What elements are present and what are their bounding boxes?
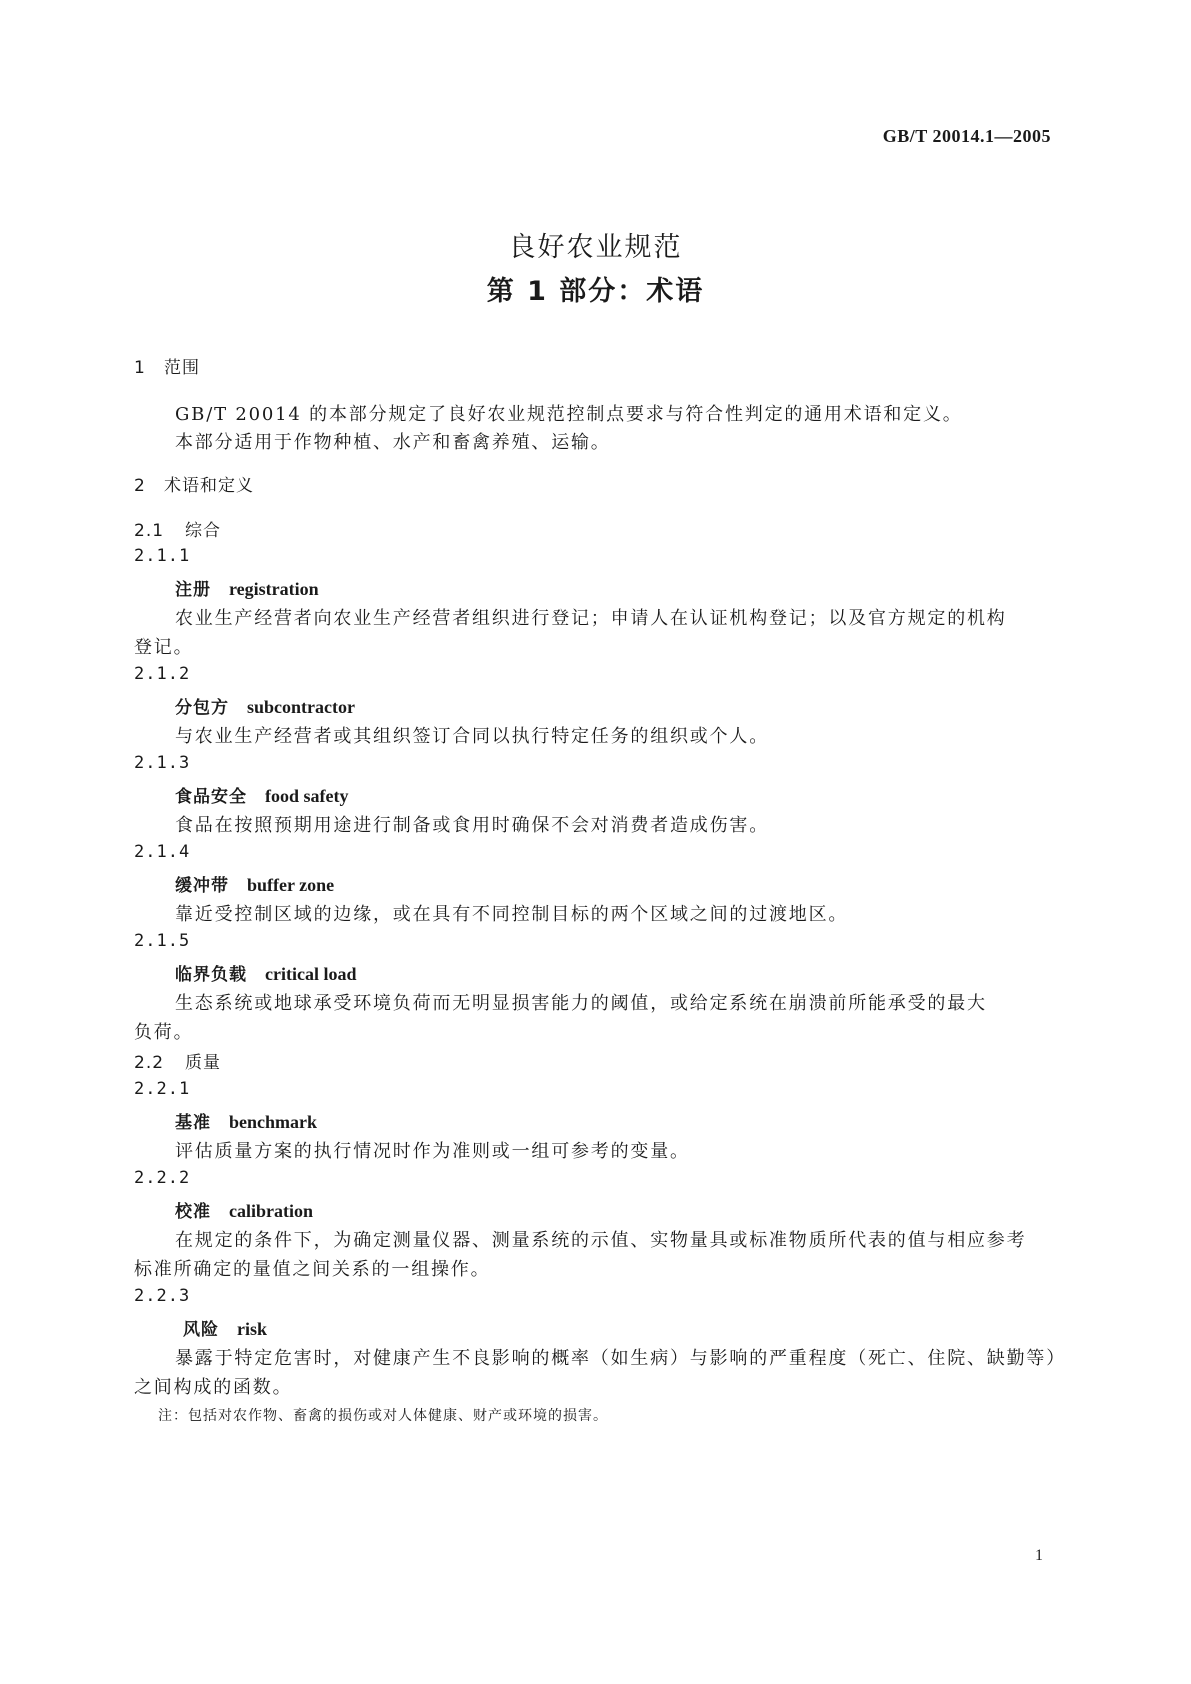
- term-en: calibration: [229, 1201, 313, 1221]
- term-definition: 农业生产经营者向农业生产经营者组织进行登记；申请人在认证机构登记；以及官方规定的机构: [175, 608, 1007, 629]
- term-zh: 风险: [183, 1320, 219, 1340]
- term-definition: 食品在按照预期用途进行制备或食用时确保不会对消费者造成伤害。: [175, 815, 769, 836]
- section-title: 术语和定义: [164, 476, 254, 496]
- term-en: benchmark: [229, 1112, 318, 1132]
- term-definition: 靠近受控制区域的边缘，或在具有不同控制目标的两个区域之间的过渡地区。: [175, 904, 849, 925]
- section-number: 2: [134, 476, 146, 496]
- term-note: 注：包括对农作物、畜禽的损伤或对人体健康、财产或环境的损害。: [158, 1408, 608, 1424]
- term-heading: [175, 871, 334, 896]
- section-1-heading: [134, 353, 200, 378]
- term-number: 2.1.1: [134, 546, 191, 566]
- term-zh: 缓冲带: [175, 876, 229, 896]
- term-number: 2.1.4: [134, 842, 191, 862]
- term-number: 2.2.2: [134, 1168, 191, 1188]
- term-definition: 生态系统或地球承受环境负荷而无明显损害能力的阈值，或给定系统在崩溃前所能承受的最大: [175, 993, 987, 1014]
- term-heading: [175, 575, 319, 600]
- term-number: 2.1.3: [134, 753, 191, 773]
- section-2-heading: [134, 471, 254, 496]
- term-heading: [175, 782, 349, 807]
- term-heading: [175, 693, 355, 718]
- term-heading: [175, 960, 356, 985]
- term-definition-continued: 登记。: [134, 637, 194, 658]
- section-number: 2.2: [134, 1053, 165, 1073]
- term-number: 2.2.1: [134, 1079, 191, 1099]
- term-zh: 临界负载: [175, 965, 247, 985]
- term-heading: [175, 1197, 313, 1222]
- page-number: 1: [1035, 1547, 1043, 1564]
- term-definition: 暴露于特定危害时，对健康产生不良影响的概率（如生病）与影响的严重程度（死亡、住院、缺勤等）: [175, 1348, 1066, 1369]
- term-definition-continued: 标准所确定的量值之间关系的一组操作。: [134, 1259, 491, 1280]
- section-2-1-heading: [134, 516, 221, 541]
- term-zh: 食品安全: [175, 787, 247, 807]
- section-title: 综合: [185, 521, 221, 541]
- term-en: subcontractor: [247, 697, 355, 717]
- term-zh: 校准: [175, 1202, 211, 1222]
- term-number: 2.1.5: [134, 931, 191, 951]
- section-title: 质量: [185, 1053, 221, 1073]
- title-main: 良好农业规范: [508, 232, 683, 263]
- term-en: critical load: [265, 964, 357, 984]
- section-number: 1: [134, 358, 146, 378]
- document-title: [0, 225, 1191, 308]
- section-2-2-heading: [134, 1048, 221, 1073]
- term-definition: 在规定的条件下，为确定测量仪器、测量系统的示值、实物量具或标准物质所代表的值与相应参考: [175, 1230, 1027, 1251]
- term-en: registration: [229, 579, 319, 599]
- term-definition: 评估质量方案的执行情况时作为准则或一组可参考的变量。: [175, 1141, 690, 1162]
- term-heading: [183, 1315, 267, 1340]
- standard-code: GB/T 20014.1—2005: [882, 126, 1051, 146]
- term-en: buffer zone: [247, 875, 335, 895]
- term-zh: 分包方: [175, 698, 229, 718]
- term-zh: 基准: [175, 1113, 211, 1133]
- term-definition: 与农业生产经营者或其组织签订合同以执行特定任务的组织或个人。: [175, 726, 769, 747]
- scope-paragraph-1: GB/T 20014 的本部分规定了良好农业规范控制点要求与符合性判定的通用术语和定义。: [175, 404, 963, 425]
- term-number: 2.2.3: [134, 1286, 191, 1306]
- term-number: 2.1.2: [134, 664, 191, 684]
- term-en: food safety: [265, 786, 349, 806]
- term-definition-continued: 之间构成的函数。: [134, 1377, 293, 1398]
- section-title: 范围: [164, 358, 200, 378]
- term-en: risk: [237, 1319, 268, 1339]
- term-zh: 注册: [175, 580, 211, 600]
- title-part: 第 1 部分：术语: [486, 276, 705, 307]
- scope-paragraph-2: 本部分适用于作物种植、水产和畜禽养殖、运输。: [175, 432, 611, 453]
- term-definition-continued: 负荷。: [134, 1022, 194, 1043]
- section-number: 2.1: [134, 521, 165, 541]
- term-heading: [175, 1108, 317, 1133]
